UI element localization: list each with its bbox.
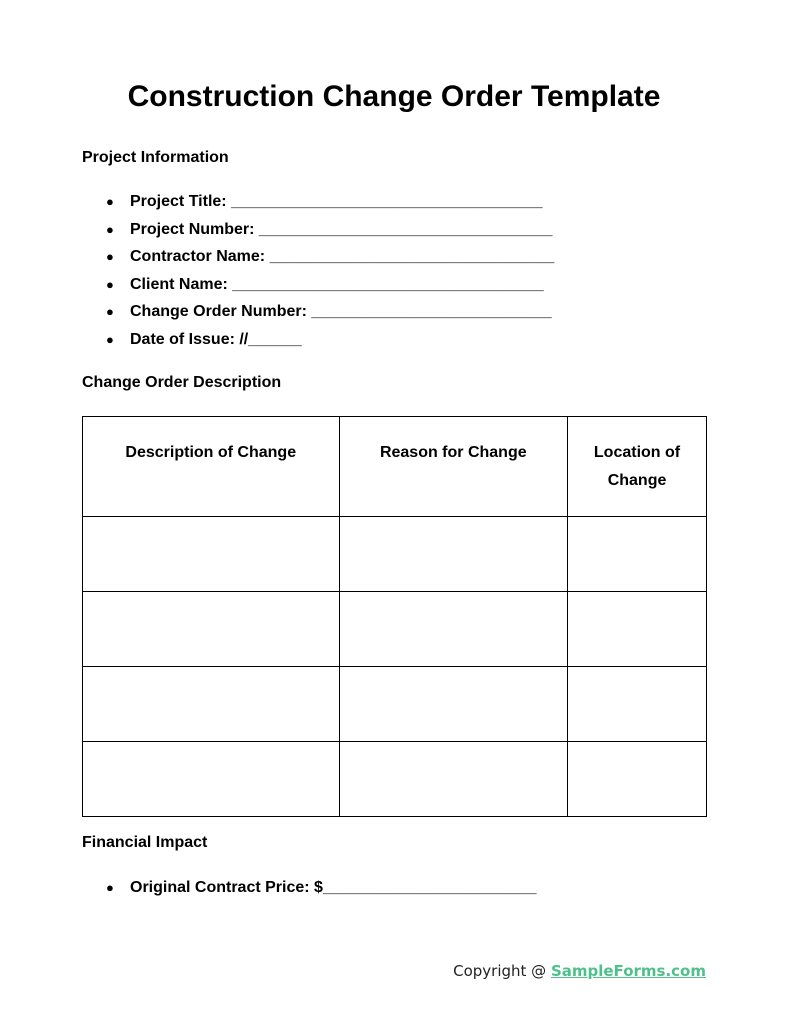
table-cell[interactable] bbox=[339, 667, 568, 742]
table-cell[interactable] bbox=[83, 517, 340, 592]
table-cell[interactable] bbox=[568, 592, 707, 667]
section-heading-financial-impact: Financial Impact bbox=[82, 834, 208, 851]
list-item: ● Original Contract Price: $________________________ bbox=[82, 878, 537, 906]
change-order-table bbox=[82, 416, 707, 817]
table-cell[interactable] bbox=[83, 592, 340, 667]
financial-list bbox=[82, 878, 537, 906]
table-cell[interactable] bbox=[83, 742, 340, 817]
page-title: Construction Change Order Template bbox=[127, 80, 661, 113]
table-cell[interactable] bbox=[568, 517, 707, 592]
list-item: ● Date of Issue: //______ bbox=[82, 330, 554, 358]
column-header: Reason for Change bbox=[339, 417, 568, 517]
project-info-list bbox=[82, 192, 554, 358]
sampleforms-link[interactable]: SampleForms.com bbox=[550, 962, 706, 980]
copyright-text: Copyright @ bbox=[453, 962, 551, 980]
table-cell[interactable] bbox=[568, 667, 707, 742]
table-row bbox=[83, 667, 707, 742]
table-row bbox=[83, 742, 707, 817]
table-cell[interactable] bbox=[83, 667, 340, 742]
list-item: ● Change Order Number: ___________________________ bbox=[82, 302, 554, 330]
table-row bbox=[83, 592, 707, 667]
section-heading-change-order-description: Change Order Description bbox=[82, 374, 282, 391]
column-header: Description of Change bbox=[83, 417, 340, 517]
table-cell[interactable] bbox=[339, 517, 568, 592]
table-cell[interactable] bbox=[339, 742, 568, 817]
list-item: ● Project Number: _________________________________ bbox=[82, 220, 554, 248]
table-cell[interactable] bbox=[339, 592, 568, 667]
list-item: ● Contractor Name: ________________________________ bbox=[82, 247, 554, 275]
table-row bbox=[83, 517, 707, 592]
copyright-footer bbox=[453, 962, 706, 980]
list-item: ● Client Name: ___________________________________ bbox=[82, 275, 554, 303]
section-heading-project-information: Project Information bbox=[82, 149, 229, 166]
table-cell[interactable] bbox=[568, 742, 707, 817]
table-header-row bbox=[83, 417, 707, 517]
list-item: ● Project Title: ___________________________________ bbox=[82, 192, 554, 220]
column-header: Location of Change bbox=[568, 417, 707, 517]
